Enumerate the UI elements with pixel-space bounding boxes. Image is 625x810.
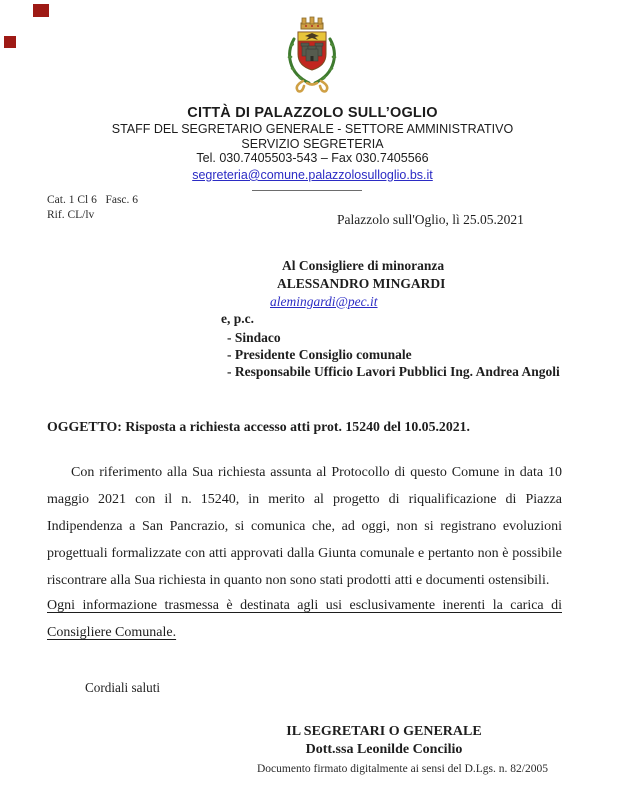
reference-block: [47, 193, 138, 223]
header-divider-line: [252, 190, 362, 191]
castle-door: [311, 56, 314, 61]
recipient-block: [270, 257, 445, 310]
signature-name: Dott.ssa Leonilde Concilio: [305, 741, 463, 757]
red-square-marker-1: [33, 4, 49, 17]
red-square-marker-2: [4, 36, 16, 48]
cc-label: e, p.c.: [221, 311, 254, 326]
city-title: CITTÀ DI PALAZZOLO SULL’OGLIO: [187, 105, 438, 121]
service-line: SERVIZIO SEGRETERIA: [241, 136, 384, 151]
recipient-role: Al Consigliere di minoranza: [282, 258, 445, 273]
cc-item-presidente: - Presidente Consiglio comunale: [227, 347, 412, 363]
shield-icon: [298, 32, 326, 70]
coat-of-arms: [284, 15, 340, 95]
subject-line: OGGETTO: Risposta a richiesta accesso atti prot. 15240 del 10.05.2021.: [47, 419, 470, 434]
body-paragraph-1: Con riferimento alla Sua richiesta assunta al Protocollo di questo Comune in data 10 maggio 2021 con il n. 15240, in merito al progetto di riqualificazione di Piazza Indipendenza a San Pancrazio, si comunica che, ad oggi, non si registrano evoluzioni progettuali formalizzate con atti approvati dalla Giunta comunale e pertanto non è possibile riscontrare alla Sua richiesta in quanto non sono stati prodotti atti e documenti ostensibili.: [47, 465, 562, 588]
ribbon-icon: [297, 81, 327, 91]
cc-block: [221, 311, 560, 381]
phone-fax-line: Tel. 030.7405503-543 – Fax 030.7405566: [196, 151, 429, 166]
recipient-name: ALESSANDRO MINGARDI: [277, 275, 446, 291]
digital-signature-note: Documento firmato digitalmente ai sensi del D.Lgs. n. 82/2005: [257, 763, 548, 775]
recipient-email-link[interactable]: alemingardi@pec.it: [270, 293, 378, 309]
department-line: STAFF DEL SEGRETARIO GENERALE - SETTORE AMMINISTRATIVO: [111, 122, 514, 136]
cc-item-sindaco: - Sindaco: [227, 330, 281, 345]
letterhead-email-link[interactable]: segreteria@comune.palazzolosulloglio.bs.it: [192, 167, 433, 182]
closing-salutation: Cordiali saluti: [85, 680, 161, 695]
cc-item-responsabile: - Responsabile Ufficio Lavori Pubblici Ing. Andrea Angoli: [227, 364, 560, 380]
signature-role: IL SEGRETARI O GENERALE: [286, 724, 482, 739]
place-date-line: Palazzolo sull'Oglio, lì 25.05.2021: [337, 212, 524, 227]
mural-crown-icon: [301, 17, 323, 29]
letterhead: [0, 104, 625, 184]
category-line: Cat. 1 Cl 6 Fasc. 6: [47, 194, 139, 206]
rif-line: Rif. CL/lv: [47, 209, 95, 221]
signature-block: [266, 723, 502, 758]
body-paragraph-2-underlined: Ogni informazione trasmessa è destinata agli usi esclusivamente inerenti la carica di Consigliere Comunale.: [47, 598, 562, 640]
